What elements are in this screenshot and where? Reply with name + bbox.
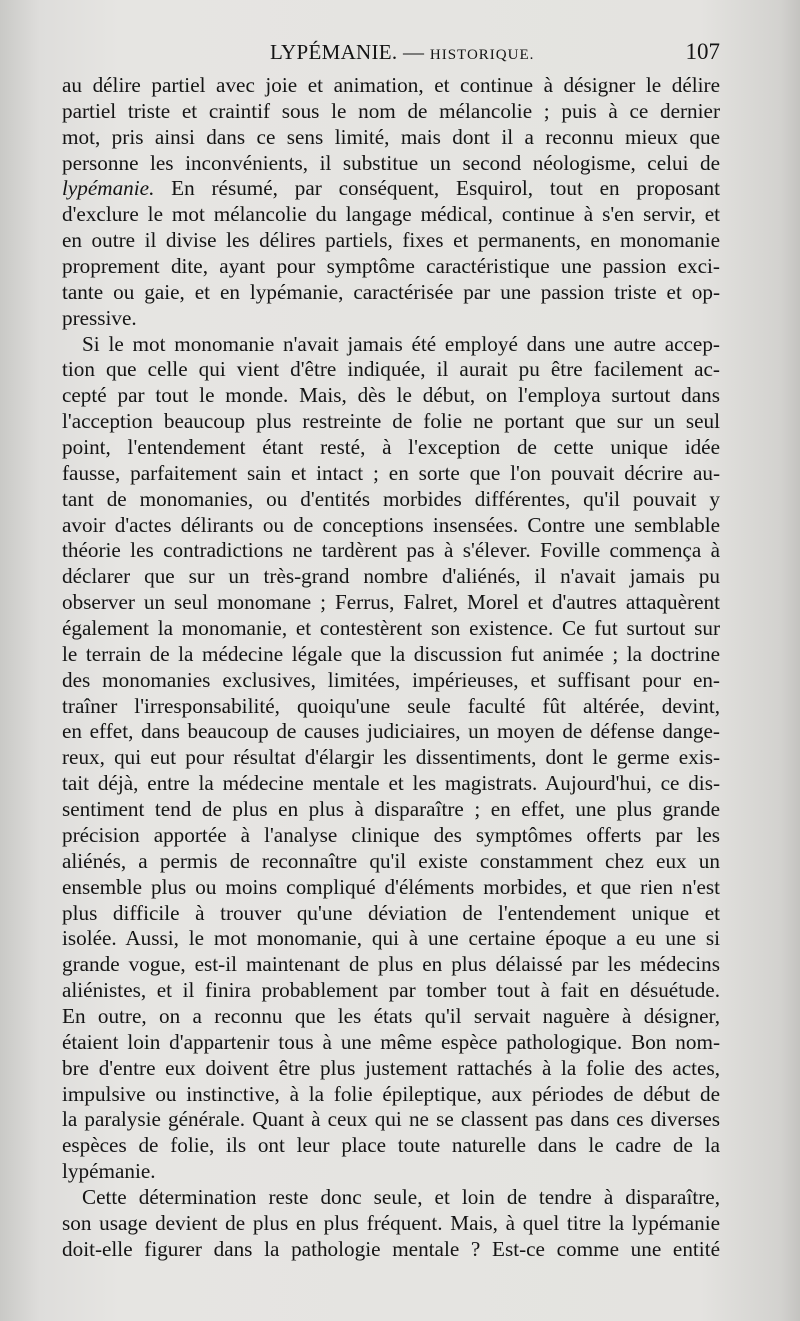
running-head-title: LYPÉMANIE. [270,40,398,64]
text-line: déclarer que sur un très-grand nombre d'aliénés, il n'avait jamais pu [62,564,720,589]
paragraph-start-line: Cette détermination reste donc seule, et loin de tendre à disparaître, [82,1184,720,1209]
text-line: espèces de folie, ils ont leur place toute naturelle dans le cadre de la [62,1133,720,1158]
text-line: proprement dite, ayant pour symptôme caractéristique une passion exci- [62,254,720,279]
text-line: point, l'entendement étant resté, à l'exception de cette unique idée [62,435,720,460]
text-line: impulsive ou instinctive, à la folie épileptique, aux périodes de début de [62,1081,720,1106]
text-line: grande vogue, est-il maintenant de plus en plus délaissé par les médecins [62,952,720,977]
text-line: aliénés, a permis de reconnaître qu'il existe constamment chez eux un [62,848,720,873]
text-line: aliénistes, et il finira probablement par tomber tout à fait en désuétude. [62,978,720,1003]
text-line: En outre, on a reconnu que les états qu'il servait naguère à désigner, [62,1003,720,1028]
text-line: tait déjà, entre la médecine mentale et les magistrats. Aujourd'hui, ce dis- [62,771,720,796]
text-line: doit-elle figurer dans la pathologie mentale ? Est-ce comme une entité [62,1236,720,1261]
page-number: 107 [685,39,720,64]
text-line: isolée. Aussi, le mot monomanie, qui à une certaine époque a eu une si [62,926,720,951]
text-line: traîner l'irresponsabilité, quoiqu'une seule faculté fût altérée, devint, [62,693,720,718]
text-line: tant de monomanies, ou d'entités morbides différentes, qu'il pouvait y [62,486,720,511]
text-line: d'exclure le mot mélancolie du langage médical, continue à s'en servir, et [62,202,720,227]
text-line: observer un seul monomane ; Ferrus, Falret, Morel et d'autres attaquèrent [62,590,720,615]
paragraph-start-line: Si le mot monomanie n'avait jamais été employé dans une autre accep- [82,331,720,356]
text-line: des monomanies exclusives, limitées, impérieuses, et suffisant pour en- [62,667,720,692]
text-line: fausse, parfaitement sain et intact ; en sorte que l'on pouvait décrire au- [62,460,720,485]
paragraph-end-line: lypémanie. [62,1159,156,1184]
paragraph-end-line: pressive. [62,305,137,330]
text-line: en outre il divise les délires partiels, fixes et permanents, en monomanie [62,228,720,253]
running-head-dash: — [397,40,430,64]
text-line: bre d'entre eux doivent être plus justement rattachés à la folie des actes, [62,1055,720,1080]
text-line: cepté par tout le monde. Mais, dès le début, on l'employa surtout dans [62,383,720,408]
emphasized-term: lypémanie. [62,176,155,201]
text-line: sentiment tend de plus en plus à disparaître ; en effet, une plus grande [62,797,720,822]
text-line: mot, pris ainsi dans ce sens limité, mais dont il a reconnu mieux que [62,124,720,149]
text-line: le terrain de la médecine légale que la discussion fut animée ; la doctrine [62,641,720,666]
text-line: l'acception beaucoup plus restreinte de folie ne portant que sur un seul [62,409,720,434]
running-head-section: HISTORIQUE. [429,47,535,63]
text-line: également la monomanie, et contestèrent son existence. Ce fut surtout sur [62,616,720,641]
text-line: tion que celle qui vient d'être indiquée, il aurait pu être facilement ac- [62,357,720,382]
text-line: étaient loin d'appartenir tous à une même espèce pathologique. Bon nom- [62,1029,720,1054]
text-line: la paralysie générale. Quant à ceux qui ne se classent pas dans ces diverses [62,1107,720,1132]
text-line: personne les inconvénients, il substitue un second néologisme, celui de [62,150,720,175]
text-line: en effet, dans beaucoup de causes judiciaires, un moyen de défense dange- [62,719,720,744]
text-line: plus difficile à trouver qu'une déviation de l'entendement unique et [62,900,720,925]
text-line: reux, qui eut pour résultat d'élargir les dissentiments, dont le germe exis- [62,745,720,770]
text-line: précision apportée à l'analyse clinique des symptômes offerts par les [62,822,720,847]
text-line: ensemble plus ou moins compliqué d'éléments morbides, et que rien n'est [62,874,720,899]
text-line: son usage devient de plus en plus fréquent. Mais, à quel titre la lypémanie [62,1210,720,1235]
text-line: avoir d'actes délirants ou de conceptions insensées. Contre une semblable [62,512,720,537]
body-text [62,73,720,1263]
text-line: au délire partiel avec joie et animation, et continue à désigner le délire [62,73,720,97]
text-line: partiel triste et craintif sous le nom de mélancolie ; puis à ce dernier [62,98,720,123]
text-line: théorie les contradictions ne tardèrent pas à s'élever. Foville commença à [62,538,720,563]
page-header [62,36,720,68]
text-line: tante ou gaie, et en lypémanie, caractérisée par une passion triste et op- [62,279,720,304]
running-head [270,40,534,65]
text-line: lypémanie. En résumé, par conséquent, Esquirol, tout en proposant [62,176,720,201]
